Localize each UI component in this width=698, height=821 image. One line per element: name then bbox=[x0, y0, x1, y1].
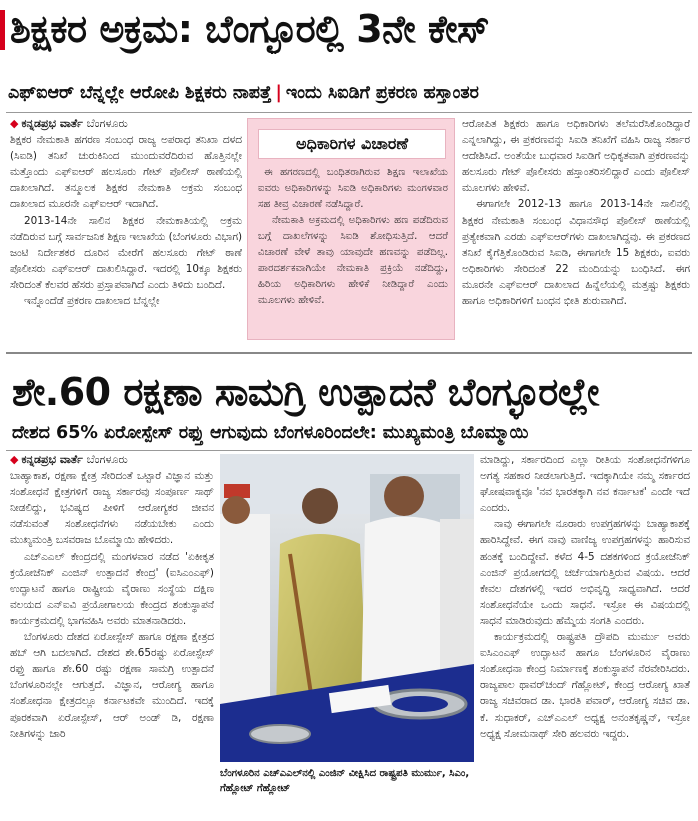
section-marker bbox=[0, 10, 5, 50]
diamond-icon: ◆ bbox=[10, 453, 19, 466]
story2-headline: ಶೇ.60 ರಕ್ಷಣಾ ಸಾಮಗ್ರಿ ಉತ್ಪಾದನೆ ಬೆಂಗ್ಳೂರಲ್ಲೇ bbox=[12, 370, 599, 414]
story1-paragraph: 2013-14ನೇ ಸಾಲಿನ ಶಿಕ್ಷಕರ ನೇಮಕಾತಿಯಲ್ಲಿ ಅಕ್ರಮ ನಡೆದಿರುವ ಬಗ್ಗೆ ಸಾರ್ವಜನಿಕ ಶಿಕ್ಷಣ ಇಲಾಖೆಯ (ಬೆಂಗಳೂರು ವಿಭಾಗ) ಜಂಟಿ ನಿರ್ದೇಶಕರ ದೂರಿನ ಮೇರೆಗೆ ಹಲಸೂರು ಗೇಟ್ ಠಾಣೆ ಪೊಲೀಸರು ಎಫ್‌ಐಆರ್ ದಾಖಲಿಸಿದ್ದಾರೆ. ಇದರಲ್ಲಿ 10ಕ್ಕೂ ಶಿಕ್ಷಕರು ಸೇರಿದಂತೆ ಕೆಲವರ ಹೆಸರು ಪ್ರಸ್ತಾಪವಾಗಿದೆ ಎಂದು ತಿಳಿದು ಬಂದಿದೆ. bbox=[10, 214, 242, 291]
story1-headline: ಶಿಕ್ಷಕರ ಅಕ್ರಮ: ಬೆಂಗ್ಳೂರಲ್ಲಿ 3ನೇ ಕೇಸ್ bbox=[10, 7, 490, 51]
byline-place: ಬೆಂಗಳೂರು bbox=[86, 453, 128, 466]
sidebar-box-title: ಅಧಿಕಾರಿಗಳ ವಿಚಾರಣೆ bbox=[258, 129, 446, 159]
story1-subhead bbox=[8, 78, 690, 108]
story2-paragraph: ಕಾರ್ಯಕ್ರಮದಲ್ಲಿ ರಾಷ್ಟ್ರಪತಿ ದ್ರೌಪದಿ ಮುರ್ಮು ಅವರು ಐಸಿಎಂಎಫ್ ಉದ್ಘಾಟನೆ ಹಾಗೂ ಬೆಂಗಳೂರಿನ ವೈರಾಣು ಸಂಶೋಧನಾ ಕೇಂದ್ರ ನಿರ್ಮಾಣಕ್ಕೆ ಶಂಕುಸ್ಥಾಪನೆ ನೆರವೇರಿಸಿದರು. ರಾಜ್ಯಪಾಲ ಥಾವರ್‌ಚಂದ್ ಗೆಹ್ಲೋಟ್, ಕೇಂದ್ರ ಆರೋಗ್ಯ ಖಾತೆ ರಾಜ್ಯ ಸಚಿವರಾದ ಡಾ. ಭಾರತಿ ಪವಾರ್, ಆರೋಗ್ಯ ಸಚಿವ ಡಾ. ಕೆ. ಸುಧಾಕರ್, ಎಚ್‌ಎಎಲ್ ಅಧ್ಯಕ್ಷ ಅನಂತಕೃಷ್ಣನ್, ಇಸ್ರೋ ಅಧ್ಯಕ್ಷ ಸೋಮನಾಥ್ ಸೇರಿ ಹಲವರು ಇದ್ದರು. bbox=[480, 631, 690, 740]
sidebar-box bbox=[247, 118, 455, 340]
sidebar-paragraph: ಈ ಹಗರಣದಲ್ಲಿ ಬಂಧಿತರಾಗಿರುವ ಶಿಕ್ಷಣ ಇಲಾಖೆಯ ಐವರು ಅಧಿಕಾರಿಗಳನ್ನು ಸಿಐಡಿ ಅಧಿಕಾರಿಗಳು ಮಂಗಳವಾರ ಸಹ ತೀವ್ರ ವಿಚಾರಣೆ ನಡೆಸಿದ್ದಾರೆ. bbox=[258, 167, 448, 210]
divider bbox=[6, 450, 692, 451]
story2-paragraph: ಎಚ್‌ಎಎಲ್ ಕೇಂದ್ರದಲ್ಲಿ ಮಂಗಳವಾರ ನಡೆದ 'ಏಕೀಕೃತ ಕ್ರಯೋಜೆನಿಕ್ ಎಂಜಿನ್ ಉತ್ಪಾದನೆ ಕೇಂದ್ರ' (ಐಸಿಎಂಎಫ್) ಉದ್ಘಾಟನೆ ಹಾಗೂ ರಾಷ್ಟ್ರೀಯ ವೈರಾಣು ಸಂಸ್ಥೆಯ ದಕ್ಷಿಣ ವಲಯದ ಎನ್‌ಐವಿ ಪ್ರಯೋಗಾಲಯ ಕೇಂದ್ರದ ಶಂಕುಸ್ಥಾಪನೆ ಕಾರ್ಯಕ್ರಮದಲ್ಲಿ ಭಾಗವಹಿಸಿ ಅವರು ಮಾತನಾಡಿದರು. bbox=[10, 550, 214, 627]
story1-paragraph: ಇನ್ನೊಂದೆಡೆ ಪ್ರಕರಣ ದಾಖಲಾದ ಬೆನ್ನಲ್ಲೇ bbox=[24, 295, 160, 308]
sidebar-paragraph: ನೇಮಕಾತಿ ಅಕ್ರಮದಲ್ಲಿ ಅಧಿಕಾರಿಗಳು ಹಣ ಪಡೆದಿರುವ ಬಗ್ಗೆ ದಾಖಲೆಗಳನ್ನು ಸಿಐಡಿ ಶೋಧಿಸುತ್ತಿದೆ. ಆದರೆ ವಿಚಾರಣೆ ವೇಳೆ ತಾವು ಯಾವುದೇ ಹಣವನ್ನು ಪಡೆದಿಲ್ಲ. ಪಾರದರ್ಶಕವಾಗಿಯೇ ನೇಮಕಾತಿ ಪ್ರಕ್ರಿಯೆ ನಡೆದಿದ್ದು, ಹಿರಿಯ ಅಧಿಕಾರಿಗಳು ಹೇಳಿಕೆ ನೀಡಿದ್ದಾರೆ ಎಂದು ಮೂಲಗಳು ಹೇಳಿವೆ. bbox=[258, 215, 448, 306]
story2-paragraph: ಬಾಹ್ಯಾಕಾಶ, ರಕ್ಷಣಾ ಕ್ಷೇತ್ರ ಸೇರಿದಂತೆ ಒಟ್ಟಾರೆ ವಿಜ್ಞಾನ ಮತ್ತು ಸಂಶೋಧನೆ ಕ್ಷೇತ್ರಗಳಿಗೆ ರಾಜ್ಯ ಸರ್ಕಾರವು ಸಂಪೂರ್ಣ ಸಾಥ್ ನೀಡಲಿದ್ದು, ಭವಿಷ್ಯದ ಪೀಳಿಗೆ ಆರೋಗ್ಯಕರ ಜೀವನ ನಡೆಸುವಂತೆ ಸಂಶೋಧನೆಗಳು ನಡೆಯಬೇಕು ಎಂದು ಮುಖ್ಯಮಂತ್ರಿ ಬಸವರಾಜ ಬೊಮ್ಮಾಯಿ ಹೇಳಿದರು. bbox=[10, 470, 214, 547]
story1-byline bbox=[10, 116, 242, 132]
story2-subhead: ದೇಶದ 65% ಏರೋಸ್ಪೇಸ್ ರಫ್ತು ಆಗುವುದು ಬೆಂಗಳೂರಿಂದಲೇ: ಮುಖ್ಯಮಂತ್ರಿ ಬೊಮ್ಮಾಯಿ bbox=[12, 423, 529, 443]
story1-paragraph: ಈಗಾಗಲೇ 2012-13 ಹಾಗೂ 2013-14ನೇ ಸಾಲಿನಲ್ಲಿ ಶಿಕ್ಷಕರ ನೇಮಕಾತಿ ಸಂಬಂಧ ವಿಧಾನಸೌಧ ಪೊಲೀಸ್ ಠಾಣೆಯಲ್ಲಿ ಪ್ರತ್ಯೇಕವಾಗಿ ಎರಡು ಎಫ್‌ಐಆರ್‌ಗಳು ದಾಖಲಾಗಿದ್ದವು. ಈ ಪ್ರಕರಣದ ತನಿಖೆ ಕೈಗೆತ್ತಿಕೊಂಡಿರುವ ಸಿಐಡಿ, ಈಗಾಗಲೇ 15 ಶಿಕ್ಷಕರು, ಐವರು ಅಧಿಕಾರಿಗಳು ಸೇರಿದಂತೆ 22 ಮಂದಿಯನ್ನು ಬಂಧಿಸಿದೆ. ಈಗ ಮೂರನೇ ಎಫ್‌ಐಆರ್ ದಾಖಲಾದ ಹಿನ್ನೆಲೆಯಲ್ಲಿ ಮತ್ತಷ್ಟು ಶಿಕ್ಷಕರು ಹಾಗೂ ಅಧಿಕಾರಿಗಳಿಗೆ ಬಂಧನ ಭೀತಿ ಶುರುವಾಗಿದೆ. bbox=[462, 198, 690, 308]
story2-paragraph: ಬೆಂಗಳೂರು ದೇಶದ ಏರೋಸ್ಪೇಸ್ ಹಾಗೂ ರಕ್ಷಣಾ ಕ್ಷೇತ್ರದ ಹಬ್ ಆಗಿ ಬದಲಾಗಿದೆ. ದೇಶದ ಶೇ.65ರಷ್ಟು ಏರೋಸ್ಪೇಸ್ ರಫ್ತು ಹಾಗೂ ಶೇ.60 ರಷ್ಟು ರಕ್ಷಣಾ ಸಾಮಗ್ರಿ ಉತ್ಪಾದನೆ ಬೆಂಗಳೂರಿನಲ್ಲೇ ಆಗುತ್ತದೆ. ವಿಜ್ಞಾನ, ಆರೋಗ್ಯ ಹಾಗೂ ಸಂಶೋಧನಾ ಕ್ಷೇತ್ರದಲ್ಲೂ ಕರ್ನಾಟಕವೇ ಮುಂದಿದೆ. ಇದಕ್ಕೆ ಪೂರಕವಾಗಿ ಏರೋಸ್ಪೇಸ್, ಆರ್ ಅಂಡ್ ಡಿ, ರಕ್ಷಣಾ ನೀತಿಗಳನ್ನು ಜಾರಿ bbox=[10, 631, 214, 740]
divider bbox=[6, 112, 692, 113]
story2-column-3 bbox=[480, 452, 690, 802]
diamond-icon: ◆ bbox=[10, 117, 19, 130]
sidebar-box-body bbox=[258, 165, 448, 309]
story1-column-3 bbox=[462, 116, 690, 344]
story2-paragraph: ಮಾಡಿದ್ದು, ಸರ್ಕಾರದಿಂದ ಎಲ್ಲಾ ರೀತಿಯ ಸಂಶೋಧನೆಗಳಿಗೂ ಅಗತ್ಯ ಸಹಕಾರ ನೀಡಲಾಗುತ್ತಿದೆ. ಇದಕ್ಕಾಗಿಯೇ ನಮ್ಮ ಸರ್ಕಾರದ ಘೋಷವಾಕ್ಯವೂ 'ನವ ಭಾರತಕ್ಕಾಗಿ ನವ ಕರ್ನಾಟಕ' ಎಂದೇ ಇದೆ ಎಂದರು. bbox=[480, 454, 690, 515]
story2-paragraph: ನಾವು ಈಗಾಗಲೇ ನೂರಾರು ಉಪಗ್ರಹಗಳನ್ನು ಬಾಹ್ಯಾಕಾಶಕ್ಕೆ ಹಾರಿಸಿದ್ದೇವೆ. ಈಗ ನಾವು ವಾಣಿಜ್ಯ ಉಪಗ್ರಹಗಳನ್ನು ಹಾರಿಸುವ ಹಂತಕ್ಕೆ ಬಂದಿದ್ದೇವೆ. ಕಳೆದ 4-5 ದಶಕಗಳಿಂದ ಕ್ರಯೋಜೆನಿಕ್ ಎಂಜಿನ್ ಪ್ರಯೋಗದಲ್ಲಿ ಚರ್ಚೆಯಾಗುತ್ತಿರುವ ವಿಷಯ. ಆದರೆ ಕೇವಲ ದೇಶಗಳಲ್ಲಿ ಇದರ ಅಭಿವೃದ್ಧಿ ಸಾಧ್ಯವಾಗಿದೆ. ಆದರೆ ಸಂಶೋಧನೆಯೇ ಒಂದು ಸಾಧನೆ. ಇಸ್ರೋ ಈ ವಿಷಯದಲ್ಲಿ ಸಾಧನೆ ಮಾಡಿರುವುದು ಹೆಮ್ಮೆಯ ಸಂಗತಿ ಎಂದರು. bbox=[480, 518, 690, 627]
story1-subhead-right: ಇಂದು ಸಿಐಡಿಗೆ ಪ್ರಕರಣ ಹಸ್ತಾಂತರ bbox=[285, 83, 479, 103]
story1-paragraph: ಆರೋಪಿತ ಶಿಕ್ಷಕರು ಹಾಗೂ ಅಧಿಕಾರಿಗಳು ತಲೆಮರೆಸಿಕೊಂಡಿದ್ದಾರೆ ಎನ್ನಲಾಗಿದ್ದು, ಈ ಪ್ರಕರಣವನ್ನು ಸಿಐಡಿ ತನಿಖೆಗೆ ವಹಿಸಿ ರಾಜ್ಯ ಸರ್ಕಾರ ಆದೇಶಿಸಿದೆ. ಅಂತೆಯೇ ಬುಧವಾರ ಸಿಐಡಿಗೆ ಅಧಿಕೃತವಾಗಿ ಪ್ರಕರಣವನ್ನು ಹಲಸೂರು ಗೇಟ್ ಪೊಲೀಸರು ಹಸ್ತಾಂತರಿಸಲಿದ್ದಾರೆ ಎಂದು ಪೊಲೀಸ್ ಮೂಲಗಳು ಹೇಳಿವೆ. bbox=[462, 118, 690, 195]
subhead-separator: | bbox=[275, 83, 282, 103]
byline-source: ಕನ್ನಡಪ್ರಭ ವಾರ್ತೆ bbox=[21, 453, 83, 466]
byline-place: ಬೆಂಗಳೂರು bbox=[86, 117, 128, 130]
byline-source: ಕನ್ನಡಪ್ರಭ ವಾರ್ತೆ bbox=[21, 117, 83, 130]
section-divider bbox=[6, 352, 692, 354]
story2-byline bbox=[10, 452, 214, 468]
story1-paragraph: ಶಿಕ್ಷಕರ ನೇಮಕಾತಿ ಹಗರಣ ಸಂಬಂಧ ರಾಜ್ಯ ಅಪರಾಧ ತನಿಖಾ ದಳದ (ಸಿಐಡಿ) ತನಿಖೆ ಚುರುಕಿನಿಂದ ಮುಂದುವರೆದಿರುವ ಹೊತ್ತಿನಲ್ಲೇ ಮತ್ತೊಂದು ಎಫ್‌ಐಆರ್ ಹಲಸೂರು ಗೇಟ್ ಪೊಲೀಸ್ ಠಾಣೆಯಲ್ಲಿ ದಾಖಲಾಗಿದೆ. ತನ್ಮೂಲಕ ಶಿಕ್ಷಕರ ನೇಮಕಾತಿ ಅಕ್ರಮ ಸಂಬಂಧ ದಾಖಲಾದ ಮೂರನೇ ಎಫ್‌ಐಆರ್ ಇದಾಗಿದೆ. bbox=[10, 134, 242, 211]
photo-illustration bbox=[220, 454, 474, 762]
story1-subhead-left: ಎಫ್‌ಐಆರ್ ಬೆನ್ನಲ್ಲೇ ಆರೋಪಿ ಶಿಕ್ಷಕರು ನಾಪತ್ತೆ bbox=[8, 83, 272, 103]
story1-column-1 bbox=[10, 116, 242, 344]
story2-column-1 bbox=[10, 452, 214, 802]
news-photo bbox=[220, 454, 474, 762]
photo-caption: ಬೆಂಗಳೂರಿನ ಎಚ್‌ಎಎಲ್‌ನಲ್ಲಿ ಎಂಜಿನ್ ವೀಕ್ಷಿಸಿದ ರಾಷ್ಟ್ರಪತಿ ಮುರ್ಮು, ಸಿಎಂ, ಗೆಹ್ಲೋಟ್ ಗೆಹ್ಲೋಟ್ bbox=[220, 768, 470, 794]
